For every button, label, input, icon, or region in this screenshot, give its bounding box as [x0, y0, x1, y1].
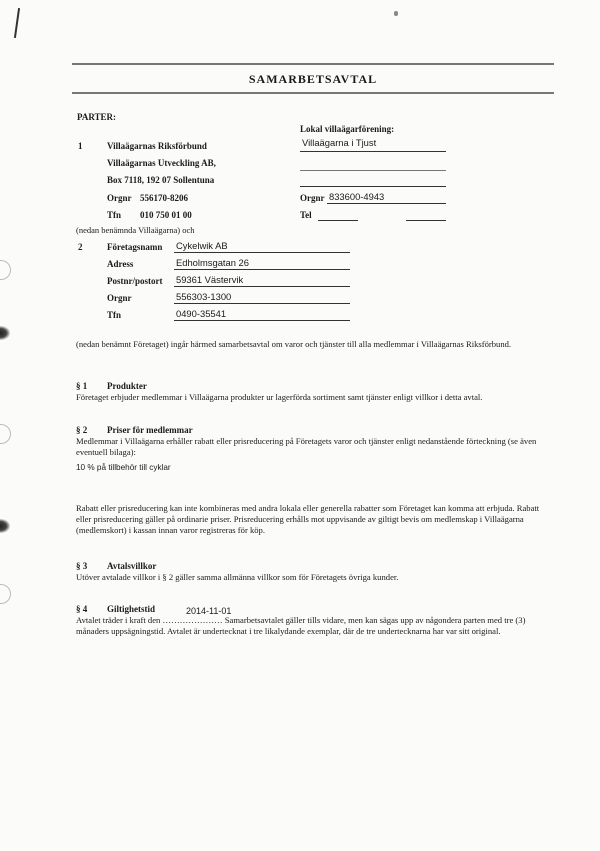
- party1-tfn-value: 010 750 01 00: [140, 210, 192, 220]
- company-row-line: [174, 252, 350, 253]
- local-line-2: [300, 170, 446, 171]
- company-row-label: Företagsnamn: [107, 242, 163, 252]
- company-row-label: Postnr/postort: [107, 276, 163, 286]
- local-orgnr-value: 833600-4943: [329, 191, 385, 202]
- s4-text-after: Samarbetsavtalet gäller tills vidare, men kan sägas upp av någondera parten med tre (3) månaders uppsägningstid. Avtalet är undertecknat i tre likalydande exemplar, där de tre undertecknarna har var sitt original.: [76, 615, 526, 637]
- s4-text: [76, 615, 556, 637]
- party1-orgnr-value: 556170-8206: [140, 193, 188, 203]
- s3-title: Avtalsvillkor: [107, 561, 157, 571]
- dust-speck: [394, 11, 398, 16]
- s1-text: Företaget erbjuder medlemmar i Villaägarna produkter ur lagerförda sortiment samt tjänster enligt villkor i detta avtal.: [76, 392, 483, 402]
- s3-number: § 3: [76, 561, 88, 571]
- s3-text: Utöver avtalade villkor i § 2 gäller samma allmänna villkor som för Företagets övriga kunder.: [76, 572, 399, 582]
- s2-text: Medlemmar i Villaägarna erhåller rabatt eller prisreducering på Företagets varor och tjänster enligt nedanstående förteckning (se även eventuell bilaga):: [76, 436, 537, 458]
- company-row-line: [174, 320, 350, 321]
- company-row-value: Cykelwik AB: [176, 240, 228, 251]
- s4-date: 2014-11-01: [186, 606, 232, 616]
- party1-number: 1: [78, 141, 83, 151]
- company-row-value: Edholmsgatan 26: [176, 257, 249, 268]
- company-row-line: [174, 303, 350, 304]
- party1-tfn-label: Tfn: [107, 210, 122, 220]
- intro-text: (nedan benämnt Företaget) ingår härmed samarbetsavtal om varor och tjänster till alla medlemmar i Villaägarnas Riksförbund.: [76, 339, 512, 349]
- company-row-line: [174, 286, 350, 287]
- title-rule-top: [72, 63, 554, 65]
- s4-dots: …………………: [162, 615, 223, 625]
- company-row-value: 59361 Västervik: [176, 274, 244, 285]
- local-orgnr-label: Orgnr: [300, 193, 325, 203]
- local-heading: Lokal villaägarförening:: [300, 124, 395, 134]
- company-row-line: [174, 269, 350, 270]
- local-line-3: [300, 186, 446, 187]
- local-orgnr-line: [327, 203, 446, 204]
- document-title: SAMARBETSAVTAL: [248, 72, 378, 86]
- s2-text2: Rabatt eller prisreducering kan inte kombineras med andra lokala eller generella rabatter som Företaget kan komma att erbjuda. Rabatt eller prisreducering gäller på ordinarie priser. Prisreducering erhålls mot uppvisande av giltigt bevis om medlemskap i Villaägarna (medlemskort) i kassan innan varor registreras för köp.: [76, 503, 540, 536]
- punch-hole-3: [0, 424, 11, 444]
- punch-hole-4: [0, 519, 10, 533]
- local-name: Villaägarna i Tjust: [302, 137, 377, 148]
- s2-discount: 10 % på tillbehör till cyklar: [76, 463, 171, 472]
- s2-title: Priser för medlemmar: [107, 425, 193, 435]
- punch-hole-5: [0, 584, 11, 604]
- party1-name: Villaägarnas Riksförbund: [107, 141, 207, 151]
- s1-title: Produkter: [107, 381, 147, 391]
- punch-hole-2: [0, 326, 10, 340]
- party1-company: Villaägarnas Utveckling AB,: [107, 158, 216, 168]
- company-row-label: Adress: [107, 259, 134, 269]
- parter-heading: PARTER:: [77, 112, 117, 122]
- s4-text-before: Avtalet träder i kraft den: [76, 615, 163, 625]
- company-row-value: 0490-35541: [176, 308, 227, 319]
- local-tel-line-2: [406, 220, 446, 221]
- pen-mark: [14, 8, 20, 38]
- company-row-label: Orgnr: [107, 293, 132, 303]
- title-rule-bottom: [72, 92, 554, 94]
- local-tel-label: Tel: [300, 210, 312, 220]
- local-name-line: [300, 151, 446, 152]
- s4-title: Giltighetstid: [107, 604, 156, 614]
- punch-hole-1: [0, 260, 11, 280]
- s2-number: § 2: [76, 425, 88, 435]
- party1-address: Box 7118, 192 07 Sollentuna: [107, 175, 215, 185]
- nedan-villaagarna: (nedan benämnda Villaägarna) och: [76, 225, 195, 235]
- company-row-label: Tfn: [107, 310, 122, 320]
- s1-number: § 1: [76, 381, 88, 391]
- s4-number: § 4: [76, 604, 88, 614]
- party1-orgnr-label: Orgnr: [107, 193, 132, 203]
- company-row-value: 556303-1300: [176, 291, 232, 302]
- party2-number: 2: [78, 242, 83, 252]
- local-tel-line-1: [318, 220, 358, 221]
